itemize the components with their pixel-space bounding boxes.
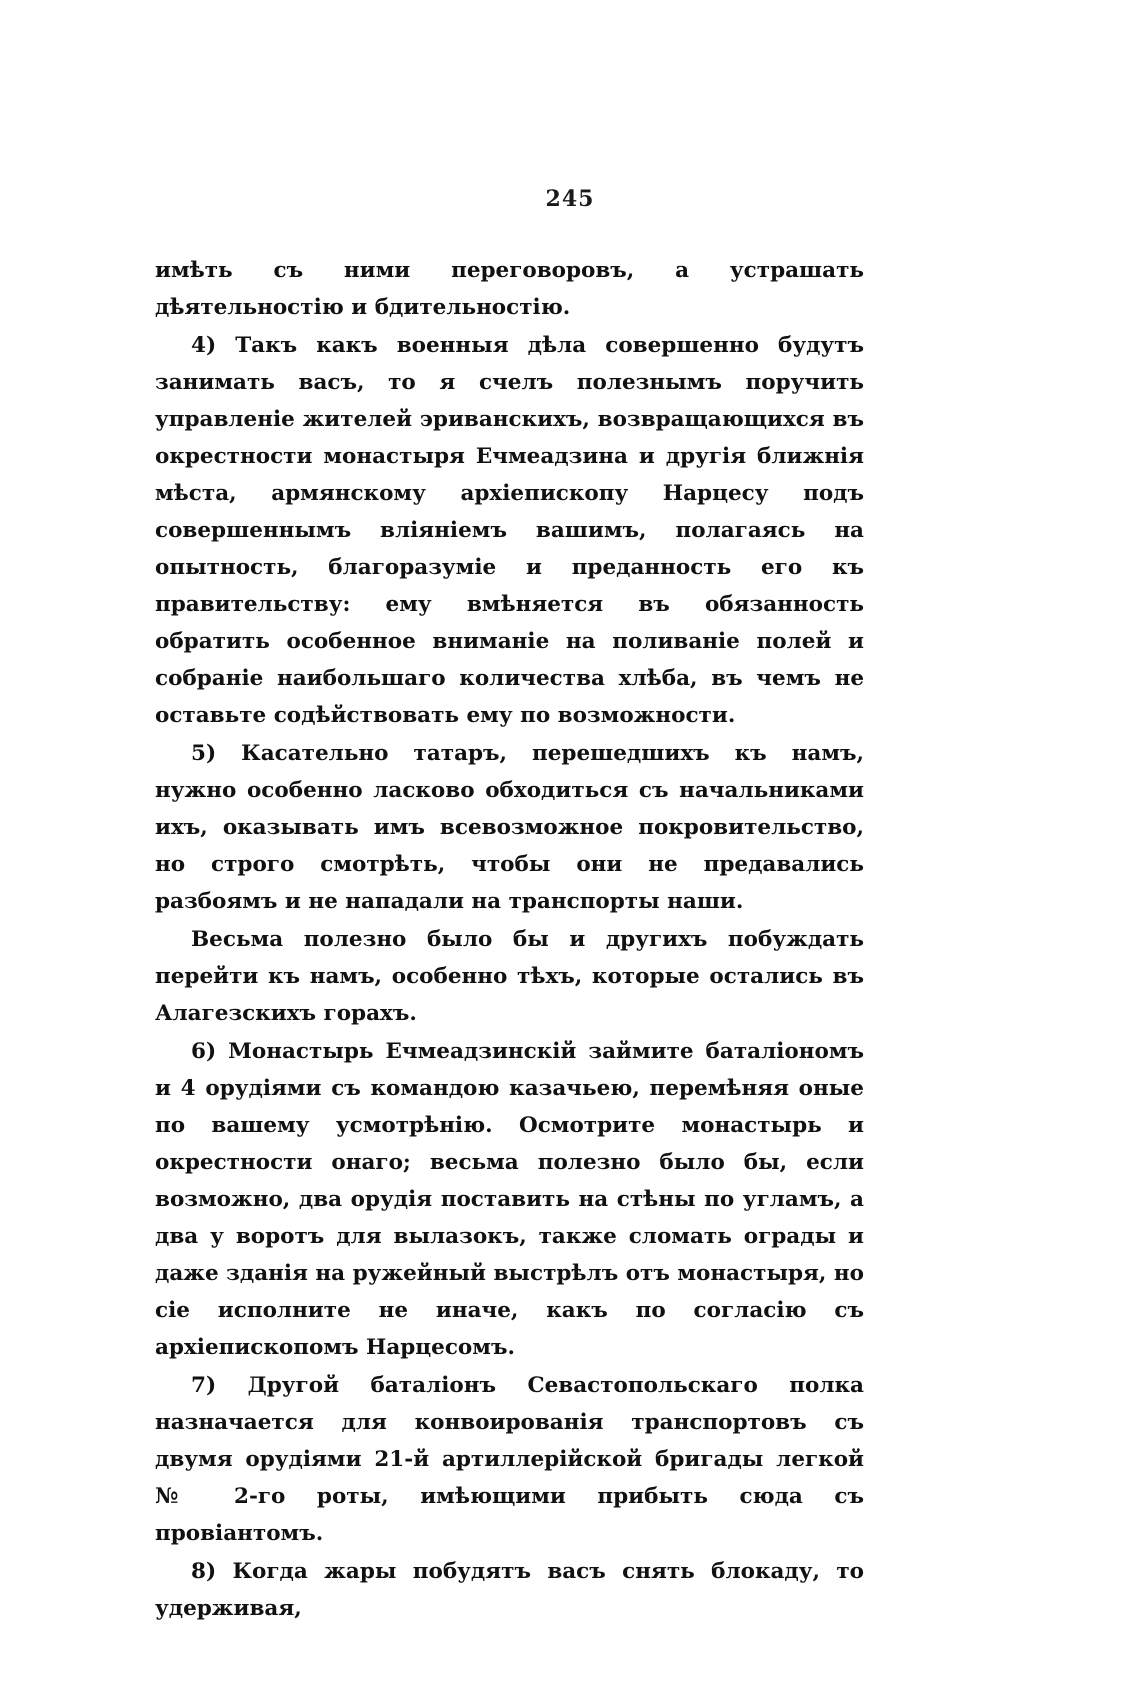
paragraph-item-5: 5) Касательно татаръ, перешедшихъ къ намъ, нужно особенно ласково обходиться съ начальниками ихъ, оказывать имъ всевозможное покровительство, но строго смотрѣть, чтобы они не предавались разбоямъ и не нападали на транспорты наши. <box>155 741 864 914</box>
page-number: 245 <box>545 186 595 212</box>
paragraph-item-8: 8) Когда жары побудятъ васъ снять блокаду, то удерживая, <box>155 1559 864 1621</box>
paragraph-item-5-continued: Весьма полезно было бы и другихъ побуждать перейти къ намъ, особенно тѣхъ, которые остались въ Алагезскихъ горахъ. <box>155 927 864 1026</box>
paragraph-item-6: 6) Монастырь Ечмеадзинскій займите баталіономъ и 4 орудіями съ командою казачьею, перемѣняя оные по вашему усмотрѣнію. Осмотрите монастырь и окрестности онаго; весьма полезно было бы, если возможно, два орудія поставить на стѣны по угламъ, а два у воротъ для вылазокъ, также сломать ограды и даже зданія на ружейный выстрѣлъ отъ монастыря, но сіе исполните не иначе, какъ по согласію съ архіепископомъ Нарцесомъ. <box>155 1039 864 1360</box>
body-text <box>155 252 864 1627</box>
paragraph-continuation: имѣть съ ними переговоровъ, а устрашать дѣятельностію и бдительностію. <box>155 258 864 320</box>
paragraph-item-7: 7) Другой баталіонъ Севастопольскаго полка назначается для конвоированія транспортовъ съ двумя орудіями 21-й артиллерійской бригады легкой № 2-го роты, имѣющими прибыть сюда съ провіантомъ. <box>155 1373 864 1546</box>
paragraph-item-4: 4) Такъ какъ военныя дѣла совершенно будутъ занимать васъ, то я счелъ полезнымъ поручить управленіе жителей эриванскихъ, возвращающихся въ окрестности монастыря Ечмеадзина и другія ближнія мѣста, армянскому архіепископу Нарцесу подъ совершеннымъ вліяніемъ вашимъ, полагаясь на опытность, благоразуміе и преданность его къ правительству: ему вмѣняется въ обязанность обратить особенное вниманіе на поливаніе полей и собраніе наибольшаго количества хлѣба, въ чемъ не оставьте содѣйствовать ему по возможности. <box>155 333 864 728</box>
